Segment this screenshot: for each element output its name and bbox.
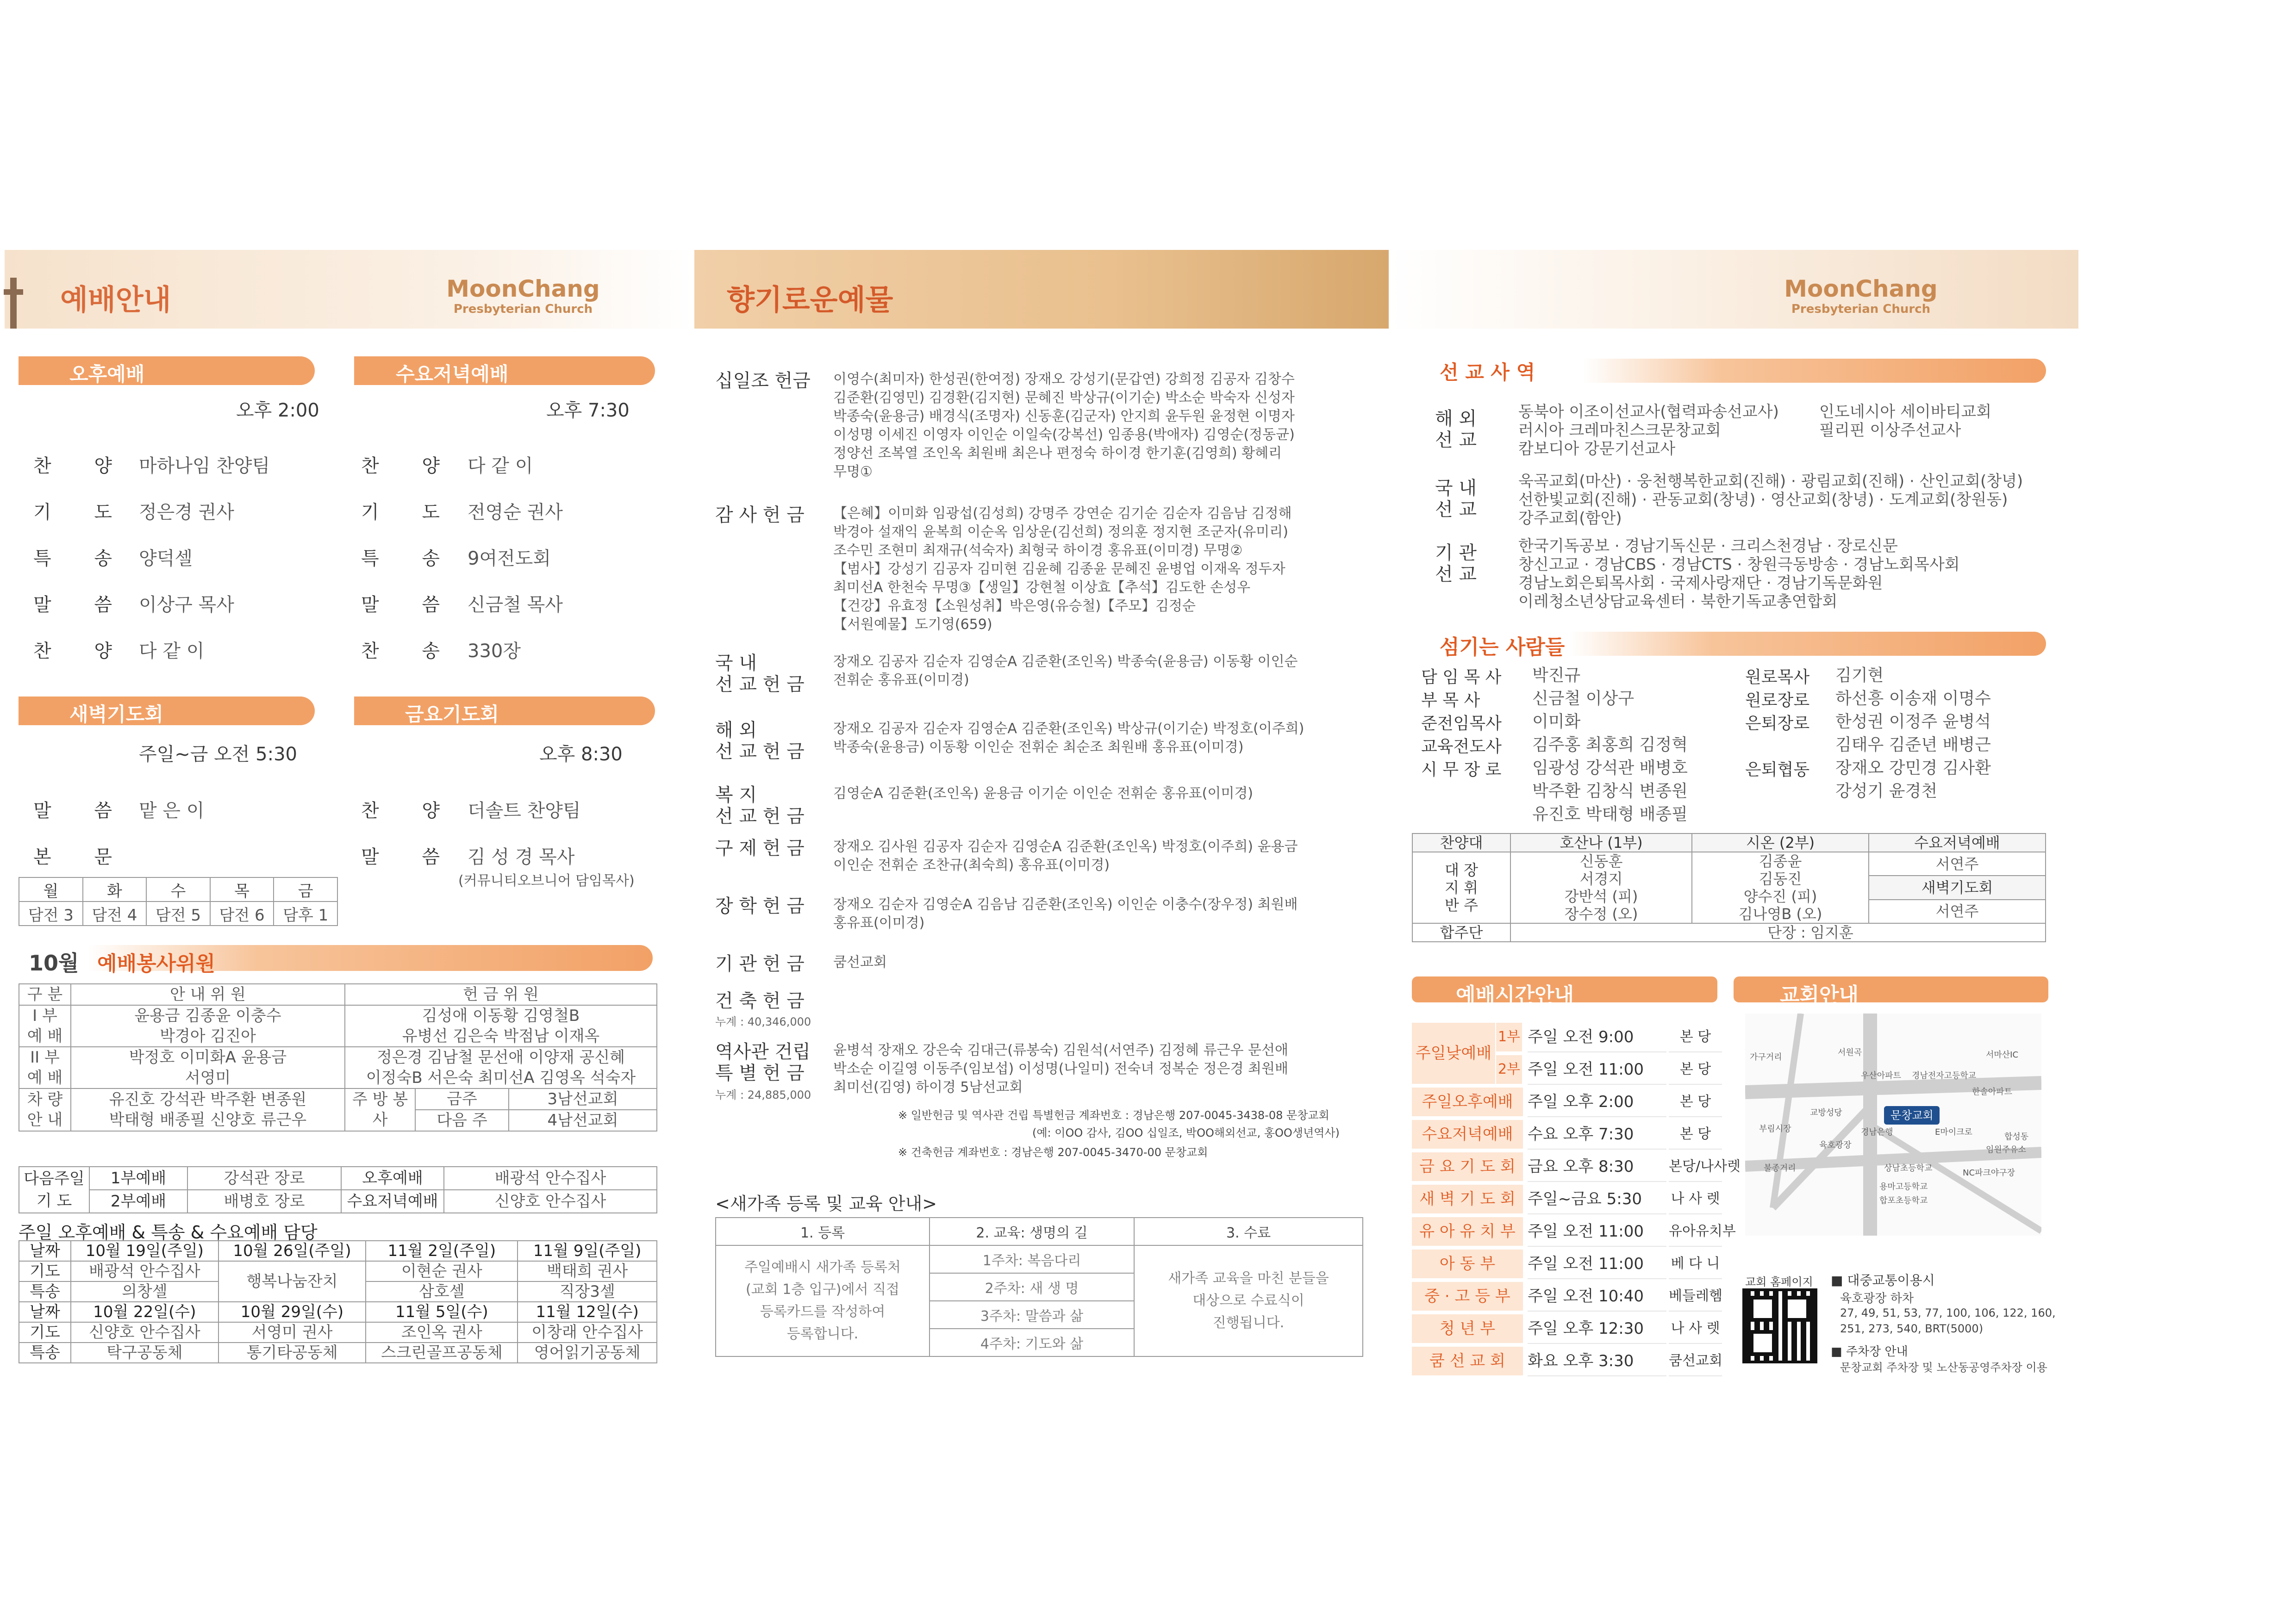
row-value: 마하나임 찬양팀 <box>139 455 270 477</box>
dawn-title: 새벽기도회 <box>69 703 163 726</box>
donation-label: 국 내 선 교 헌 금 <box>715 653 805 695</box>
donation-label: 장 학 헌 금 <box>715 895 805 917</box>
account-note-1: ※ 일반헌금 및 역사관 건립 특별헌금 계좌번호 : 경남은행 207-0045-3438-08 문창교회 <box>898 1109 1329 1122</box>
duty-table <box>19 1240 657 1363</box>
mission-label: 해 외 선 교 <box>1435 408 1477 451</box>
schedule-place: 쿰선교회 <box>1669 1347 1722 1376</box>
row-label: 기 도 <box>33 502 131 523</box>
duty-row-label: 날짜 <box>19 1302 71 1322</box>
friday-note: (커뮤니티오브니어 담임목사) <box>458 873 635 889</box>
duty-cell: 신양호 안수집사 <box>71 1322 218 1343</box>
nf-week-2: 2주차: 새 생 명 <box>930 1273 1134 1301</box>
map-label-l: E마이크로 <box>1935 1127 1972 1137</box>
dawn-leader: 담전 6 <box>210 902 274 926</box>
map-label-g: 교방성당 <box>1810 1108 1842 1118</box>
row-label: 본 문 <box>33 846 131 868</box>
committee-r1-label: I 부 예 배 <box>19 1005 71 1047</box>
committee-r3-k2: 다음 주 <box>415 1110 509 1131</box>
next-prayer-d1: 신양호 안수집사 <box>444 1190 657 1213</box>
schedule-time: 주일 오전 11:00 <box>1528 1217 1666 1247</box>
dawn-leader: 담전 5 <box>146 902 210 926</box>
account-note-2: (예: 이OO 감사, 김OO 십일조, 박OO해외선교, 홍OO생년역사) <box>1032 1126 1340 1139</box>
schedule-name: 유 아 유 치 부 <box>1412 1217 1523 1246</box>
committee-r3-v2: 4남선교회 <box>509 1110 657 1131</box>
row-label: 기 도 <box>361 502 458 523</box>
duty-row-label: 기도 <box>19 1322 71 1343</box>
afternoon-title: 오후예배 <box>69 363 145 386</box>
mission-text: 동북아 이조이선교사(협력파송선교사) 러시아 크레마친스크문창교회 캄보디아 강문기선교사 <box>1518 403 1779 458</box>
dawn-leader: 담전 4 <box>83 902 147 926</box>
schedule-part: 1부 <box>1496 1023 1522 1051</box>
schedule-part: 2부 <box>1496 1055 1522 1084</box>
duty-cell: 영어읽기공동체 <box>518 1343 657 1363</box>
mission-title: 선 교 사 역 <box>1440 361 1535 384</box>
donation-names: 윤병석 장재오 강은숙 김대근(류봉숙) 김원석(서연주) 김정혜 류근우 문선애 박소순 이길영 이동주(임보섭) 이성명(나일미) 전숙녀 정복순 정은경 최원배 최미선(김영) 하이경 5남선교회 <box>833 1042 1288 1095</box>
row-value: 신금철 목사 <box>468 594 563 616</box>
row-value: 9여전도회 <box>468 548 551 569</box>
schedule-title: 예배시간안내 <box>1456 983 1574 1007</box>
serve-value: 장재오 강민경 김사환 강성기 윤경천 <box>1835 759 1991 801</box>
wednesday-time: 오후 7:30 <box>546 400 630 421</box>
nf-week-4: 4주차: 기도와 삶 <box>930 1329 1134 1356</box>
cross-icon-bar <box>4 289 23 295</box>
serve-value: 김주홍 최홍희 김정혁 <box>1532 735 1688 754</box>
nf-week-3: 3주차: 말씀과 삶 <box>930 1301 1134 1329</box>
row-value: 이상구 목사 <box>139 594 234 616</box>
schedule-bar <box>1412 976 1717 1007</box>
map-svg <box>1745 1014 2041 1236</box>
serve-label: 원로목사 <box>1745 668 1810 687</box>
duty-cell: 탁구공동체 <box>71 1343 218 1363</box>
qr-code-icon <box>1745 1291 1815 1361</box>
schedule-time: 수요 오후 7:30 <box>1528 1120 1666 1150</box>
row-value: 더솔트 찬양팀 <box>468 800 581 821</box>
schedule-time: 주일~금요 5:30 <box>1528 1185 1666 1214</box>
choir-c3c: 서연주 <box>1869 900 2046 923</box>
dawn-day: 금 <box>274 877 337 902</box>
map-label-m: 합성동 <box>2004 1132 2029 1142</box>
committee-h-guide: 안 내 위 원 <box>71 984 345 1005</box>
row-label: 찬 송 <box>361 640 458 662</box>
middle-header-title: 향기로운예물 <box>727 283 893 317</box>
next-prayer-table <box>19 1166 657 1213</box>
donation-label: 십일조 헌금 <box>715 370 811 392</box>
map-church-label: 문창교회 <box>1890 1109 1934 1122</box>
mission-label: 국 내 선 교 <box>1435 478 1477 520</box>
map-label-e: 경남전자고등학교 <box>1912 1071 1977 1081</box>
choir-c3a: 서연주 <box>1869 852 2046 876</box>
row-label: 말 씀 <box>33 800 131 821</box>
donation-names: 장재오 김공자 김순자 김영순A 김준환(조인옥) 박종숙(윤용금) 이동황 이인순 전휘순 홍유표(이미경) <box>833 653 1298 688</box>
choir-h1: 호산나 (1부) <box>1510 833 1692 852</box>
friday-title: 금요기도회 <box>405 703 499 726</box>
committee-table <box>19 983 657 1132</box>
schedule-name: 새 벽 기 도 회 <box>1412 1185 1523 1213</box>
schedule-name: 수요저녁예배 <box>1412 1120 1523 1149</box>
map-label-n: 불종거리 <box>1764 1163 1796 1173</box>
schedule-time: 주일 오전 11:00 <box>1528 1250 1666 1279</box>
schedule-place: 본당/나사렛 <box>1669 1152 1722 1182</box>
mission-text: 욱곡교회(마산) · 웅천행복한교회(진해) · 광림교회(진해) · 산인교회(창녕) 선한빛교회(진해) · 관동교회(창녕) · 영산교회(창녕) · 도계교회(창원동) 강주교회(함안) <box>1518 472 2023 528</box>
schedule-name: 아 동 부 <box>1412 1250 1523 1278</box>
duty-cell: 10월 19일(주일) <box>71 1241 218 1261</box>
row-value: 김 성 경 목사 <box>468 846 575 868</box>
next-prayer-d0: 배광석 안수집사 <box>444 1167 657 1190</box>
row-value: 양덕셀 <box>139 548 193 569</box>
schedule-name: 쿰 선 교 회 <box>1412 1347 1523 1375</box>
church-map <box>1745 1014 2041 1236</box>
dawn-leader: 담후 1 <box>274 902 337 926</box>
row-value: 다 같 이 <box>139 640 205 662</box>
donation-names: 장재오 김사원 김공자 김순자 김영순A 김준환(조인옥) 박정호(이주희) 윤용금 이인순 전휘순 조찬규(최숙희) 홍유표(이미경) <box>833 839 1298 873</box>
map-label-b: 서원곡 <box>1838 1048 1862 1057</box>
wednesday-title: 수요저녁예배 <box>396 363 509 386</box>
duty-cell: 스크린골프공동체 <box>366 1343 518 1363</box>
schedule-place: 본 당 <box>1669 1120 1722 1150</box>
duty-title: 주일 오후예배 & 특송 & 수요예배 담당 <box>19 1222 318 1243</box>
dawn-time: 주일~금 오전 5:30 <box>139 744 297 765</box>
newfamily-title: <새가족 등록 및 교육 안내> <box>715 1194 937 1214</box>
right-brand-logo <box>1778 275 1944 316</box>
duty-cell: 통기타공동체 <box>218 1343 366 1363</box>
duty-row-label: 특송 <box>19 1343 71 1363</box>
traffic-buses: 27, 49, 51, 53, 77, 100, 106, 122, 160, 251, 273, 540, BRT(5000) <box>1840 1306 2056 1335</box>
serve-label: 원로장로 <box>1745 691 1810 710</box>
choir-h2: 시온 (2부) <box>1692 833 1869 852</box>
next-prayer-label: 다음주일 기 도 <box>19 1167 89 1213</box>
row-label: 말 씀 <box>33 594 131 616</box>
donation-cumulative: 누계 : 24,885,000 <box>715 1088 811 1101</box>
donation-names: 쿰선교회 <box>833 954 887 970</box>
schedule-time: 화요 오후 3:30 <box>1528 1347 1666 1376</box>
row-label: 찬 양 <box>361 800 458 821</box>
map-label-d: 우산아파트 <box>1861 1071 1901 1081</box>
mission-text: 한국기독공보 · 경남기독신문 · 크리스천경남 · 장로신문 창신고교 · 경남CBS · 경남CTS · 창원극동방송 · 경남노회목사회 경남노회은퇴목사회 · 국제사랑재단 · 경남기독문화원 이레청소년상담교육센터 · 북한기독교총연합회 <box>1518 537 1960 611</box>
duty-cell: 10월 29일(수) <box>218 1302 366 1322</box>
serve-label: 준전임목사 <box>1421 714 1502 733</box>
brand-sub: Presbyterian Church <box>453 302 593 316</box>
committee-r3-mid: 주 방 봉 사 <box>345 1088 415 1131</box>
duty-cell: 이창래 안수집사 <box>518 1322 657 1343</box>
committee-r3-label: 차 량 안 내 <box>19 1088 71 1131</box>
serve-label: 시 무 장 로 <box>1421 760 1502 779</box>
next-prayer-a1: 2부예배 <box>89 1190 187 1213</box>
donation-label: 역사관 건립 특 별 헌 금 <box>715 1041 811 1084</box>
donation-names: 장재오 김공자 김순자 김영순A 김준환(조인옥) 박상규(이기순) 박정호(이주희) 박종숙(윤용금) 이동황 이인순 전휘순 최순조 최원배 홍유표(이미경) <box>833 721 1304 755</box>
choir-c1: 신동훈 서경지 강반석 (피) 장수정 (오) <box>1510 852 1692 923</box>
schedule-time: 주일 오후 12:30 <box>1528 1314 1666 1344</box>
committee-r1-offer: 김성애 이동황 김영철B 유병선 김은숙 박점남 이재옥 <box>345 1005 657 1047</box>
next-prayer-b1: 배병호 장로 <box>187 1190 341 1213</box>
schedule-place: 유아유치부 <box>1669 1217 1722 1247</box>
schedule-time: 주일 오후 2:00 <box>1528 1088 1666 1117</box>
duty-cell: 배광석 안수집사 <box>71 1261 218 1281</box>
choir-h0: 찬양대 <box>1412 833 1510 852</box>
schedule-place: 본 당 <box>1669 1023 1722 1052</box>
brand-sub: Presbyterian Church <box>1791 302 1931 316</box>
nf-h2: 2. 교육: 생명의 길 <box>930 1218 1134 1245</box>
duty-cell: 서영미 권사 <box>218 1322 366 1343</box>
schedule-time: 주일 오전 11:00 <box>1528 1055 1666 1085</box>
donation-label: 해 외 선 교 헌 금 <box>715 720 805 762</box>
row-label: 말 씀 <box>361 846 458 868</box>
traffic-stop: 육호광장 하차 <box>1840 1292 1914 1306</box>
choir-h3: 수요저녁예배 <box>1869 833 2046 852</box>
nf-c3: 새가족 교육을 마친 분들을 대상으로 수료식이 진행됩니다. <box>1134 1245 1363 1356</box>
choir-c2: 김종윤 김동진 양수진 (피) 김나영B (오) <box>1692 852 1869 923</box>
committee-month: 10월 <box>29 951 79 976</box>
dawn-day: 목 <box>210 877 274 902</box>
nf-h3: 3. 수료 <box>1134 1218 1363 1245</box>
serve-label: 은퇴협동 <box>1745 760 1810 779</box>
map-label-a: 가구거리 <box>1750 1052 1782 1062</box>
donation-label: 복 지 선 교 헌 금 <box>715 784 805 827</box>
schedule-time: 금요 오후 8:30 <box>1528 1152 1666 1182</box>
afternoon-time: 오후 2:00 <box>236 400 319 421</box>
schedule-place: 본 당 <box>1669 1055 1722 1085</box>
wednesday-bar <box>354 356 655 385</box>
duty-cell: 11월 2일(주일) <box>366 1241 518 1261</box>
row-label: 찬 양 <box>361 455 458 477</box>
donation-label: 기 관 헌 금 <box>715 953 805 975</box>
committee-r3-guide: 유진호 강석관 박주환 변종원 박태형 배종필 신양호 류근우 <box>71 1088 345 1131</box>
dawn-day-table <box>19 877 338 926</box>
left-brand-logo <box>440 275 606 316</box>
map-label-f: 한솔아파트 <box>1972 1087 2012 1097</box>
choir-r-label: 대 장 지 휘 반 주 <box>1412 852 1510 923</box>
choir-f-label: 합주단 <box>1412 923 1510 942</box>
serve-label: 담 임 목 사 <box>1421 668 1502 687</box>
serve-bar <box>1569 632 2046 656</box>
map-label-r: NC파크야구장 <box>1963 1168 2015 1178</box>
mission-label: 기 관 선 교 <box>1435 542 1477 585</box>
duty-cell: 삼호셀 <box>366 1281 518 1302</box>
right-header-band <box>1389 250 2078 329</box>
serve-value: 하선흥 이송재 이명수 <box>1835 689 1991 708</box>
dawn-bar <box>19 696 315 725</box>
duty-cell: 10월 26일(주일) <box>218 1241 366 1261</box>
dawn-day: 화 <box>83 877 147 902</box>
dawn-day: 수 <box>146 877 210 902</box>
dawn-leader: 담전 3 <box>19 902 83 926</box>
mission-bar <box>1583 359 2046 383</box>
serve-label: 부 목 사 <box>1421 691 1480 710</box>
map-label-s: 임원주유소 <box>1986 1145 2026 1155</box>
row-value: 330장 <box>468 640 521 662</box>
serve-title: 섬기는 사람들 <box>1440 635 1565 659</box>
row-label: 특 송 <box>33 548 131 569</box>
nf-c1: 주일예배시 새가족 등록처 (교회 1층 입구)에서 직접 등록카드를 작성하여 등록합니다. <box>716 1245 930 1356</box>
parking-text: 문창교회 주차장 및 노산동공영주차장 이용 <box>1840 1361 2047 1374</box>
schedule-place: 본 당 <box>1669 1088 1722 1117</box>
brand-main: MoonChang <box>1784 275 1938 302</box>
church-title: 교회안내 <box>1780 983 1859 1007</box>
account-note-3: ※ 건축헌금 계좌번호 : 경남은행 207-0045-3470-00 문창교회 <box>898 1146 1208 1159</box>
duty-cell: 10월 22일(수) <box>71 1302 218 1322</box>
homepage-label: 교회 홈페이지 <box>1745 1275 1813 1288</box>
friday-bar <box>354 696 655 725</box>
donation-label: 건 축 헌 금 <box>715 990 805 1012</box>
schedule-name: 청 년 부 <box>1412 1314 1523 1343</box>
schedule-name: 주일낮예배 <box>1412 1023 1495 1084</box>
schedule-place: 나 사 렛 <box>1669 1185 1722 1214</box>
next-prayer-c0: 오후예배 <box>341 1167 444 1190</box>
duty-row-label: 특송 <box>19 1281 71 1302</box>
schedule-place: 베들레헴 <box>1669 1282 1722 1312</box>
committee-bar <box>88 945 653 976</box>
newfamily-table <box>715 1217 1363 1357</box>
choir-c3b: 새벽기도회 <box>1869 876 2046 899</box>
next-prayer-c1: 수요저녁예배 <box>341 1190 444 1213</box>
choir-f-val: 단장 : 임지훈 <box>1510 923 2046 942</box>
committee-r2-offer: 정은경 김남철 문선애 이양재 공신혜 이정숙B 서은숙 최미선A 김영옥 석숙자 <box>345 1047 657 1088</box>
traffic-title: ■ 대중교통이용시 <box>1831 1273 1935 1288</box>
serve-value: 이미화 <box>1532 712 1581 731</box>
nf-week-1: 1주차: 복음다리 <box>930 1245 1134 1273</box>
schedule-name: 중 · 고 등 부 <box>1412 1282 1523 1311</box>
donation-names: 【은혜】이미화 임광섭(김성희) 강명주 강연순 김기순 김순자 김음남 김정해 박경아 설재익 윤복희 이순옥 임상운(김선희) 정의훈 정지현 조군자(유미리) 조수민 조현미 최재규(석숙자) 최형국 하이경 홍유표(이미경) 무명② 【범사】강성기 김공자 김미현 김윤혜 김종윤 문혜진 윤병업 이재옥 정두자 최미선A 한천숙 무명③【생일】강현철 이상효【추석】김도한 손성우 【건강】유효정【소원성취】박은영(유승철)【주모】김정순 【서원예물】도기영(659) <box>833 505 1292 633</box>
serve-value: 신금철 이상구 <box>1532 689 1635 708</box>
schedule-time: 주일 오전 9:00 <box>1528 1023 1666 1052</box>
row-label: 찬 양 <box>33 455 131 477</box>
serve-value: 한성권 이정주 윤병석 김태우 김준년 배병근 <box>1835 712 1991 754</box>
donation-cumulative: 누계 : 40,346,000 <box>715 1015 811 1028</box>
donation-names: 장재오 김순자 김영순A 김음남 김준환(조인옥) 이인순 이충수(장우정) 최원배 홍유표(이미경) <box>833 896 1298 931</box>
donation-names: 이영수(최미자) 한성권(한여정) 장재오 강성기(문갑연) 강희정 김공자 김창수 김준환(김영민) 김경환(김지현) 문혜진 박상규(이기순) 박소순 박숙자 신성자 박종숙(윤용금) 배경식(조명자) 신동훈(김군자) 안지희 윤두원 윤정현 이명자 이성명 이세진 이영자 이인순 이일숙(강복선) 임종용(박애자) 김영순(정동균) 정양선 조복열 조인옥 최원배 최은나 편정숙 하이경 한기훈(김영희) 황혜리 무명① <box>833 371 1295 480</box>
mission-text-2: 인도네시아 세이바티교회 필리핀 이상주선교사 <box>1819 403 1992 440</box>
committee-r3-k1: 금주 <box>415 1088 509 1110</box>
serve-label: 교육전도사 <box>1421 737 1502 756</box>
donation-label: 구 제 헌 금 <box>715 838 805 859</box>
duty-cell: 11월 12일(수) <box>518 1302 657 1322</box>
schedule-name: 주일오후예배 <box>1412 1088 1523 1116</box>
duty-cell: 이현순 권사 <box>366 1261 518 1281</box>
serve-value: 박진규 <box>1532 666 1581 685</box>
map-label-q: 합포초등학교 <box>1879 1196 1928 1206</box>
left-header-title: 예배안내 <box>60 283 171 317</box>
row-value: 전영순 권사 <box>468 502 563 523</box>
map-label-h: 부림시장 <box>1759 1124 1791 1134</box>
row-value: 다 같 이 <box>468 455 533 477</box>
duty-cell: 백태희 권사 <box>518 1261 657 1281</box>
committee-h-offer: 헌 금 위 원 <box>345 984 657 1005</box>
row-value: 정은경 권사 <box>139 502 234 523</box>
donation-names: 김영순A 김준환(조인옥) 윤용금 이기순 이인순 전휘순 홍유표(이미경) <box>833 785 1254 802</box>
duty-row-label: 날짜 <box>19 1241 71 1261</box>
serve-value: 임광성 강석관 배병호 박주환 김창식 변종원 유진호 박태형 배종필 <box>1532 759 1688 824</box>
map-label-i: 육호광장 <box>1819 1140 1852 1150</box>
duty-cell: 11월 9일(주일) <box>518 1241 657 1261</box>
duty-row-label: 기도 <box>19 1261 71 1281</box>
committee-r2-label: II 부 예 배 <box>19 1047 71 1088</box>
dawn-day: 월 <box>19 877 83 902</box>
committee-r1-guide: 윤용금 김종윤 이충수 박경아 김진아 <box>71 1005 345 1047</box>
friday-time: 오후 8:30 <box>539 744 623 765</box>
duty-cell: 11월 5일(수) <box>366 1302 518 1322</box>
row-value: 맡 은 이 <box>139 800 205 821</box>
next-prayer-a0: 1부예배 <box>89 1167 187 1190</box>
committee-h-div: 구 분 <box>19 984 71 1005</box>
schedule-name: 금 요 기 도 회 <box>1412 1152 1523 1181</box>
choir-table <box>1412 833 2046 942</box>
duty-cell: 조인옥 권사 <box>366 1322 518 1343</box>
row-label: 말 씀 <box>361 594 458 616</box>
map-label-p: 용마고등학교 <box>1879 1182 1928 1192</box>
cross-icon <box>10 278 17 329</box>
afternoon-bar <box>19 356 315 385</box>
church-bar <box>1734 976 2048 1007</box>
map-label-j: 경남은행 <box>1861 1127 1893 1137</box>
serve-value: 김기현 <box>1835 666 1884 685</box>
duty-cell: 의창셀 <box>71 1281 218 1302</box>
donation-label: 감 사 헌 금 <box>715 504 805 526</box>
committee-r2-guide: 박정호 이미화A 윤용금 서영미 <box>71 1047 345 1088</box>
schedule-place: 나 사 렛 <box>1669 1314 1722 1344</box>
schedule-place: 베 다 니 <box>1669 1250 1722 1279</box>
schedule-time: 주일 오전 10:40 <box>1528 1282 1666 1312</box>
next-prayer-b0: 강석관 장로 <box>187 1167 341 1190</box>
row-label: 특 송 <box>361 548 458 569</box>
nf-h1: 1. 등록 <box>716 1218 930 1245</box>
parking-title: ■ 주차장 안내 <box>1831 1345 1908 1359</box>
map-label-c: 서마산IC <box>1986 1050 2019 1060</box>
serve-label: 은퇴장로 <box>1745 714 1810 733</box>
duty-cell-merged: 행복나눔잔치 <box>218 1261 366 1302</box>
map-label-o: 상남초등학교 <box>1884 1163 1933 1173</box>
row-label: 찬 양 <box>33 640 131 662</box>
committee-title: 예배봉사위원 <box>97 952 216 976</box>
duty-cell: 직장3셀 <box>518 1281 657 1302</box>
committee-r3-v1: 3남선교회 <box>509 1088 657 1110</box>
brand-main: MoonChang <box>446 275 600 302</box>
